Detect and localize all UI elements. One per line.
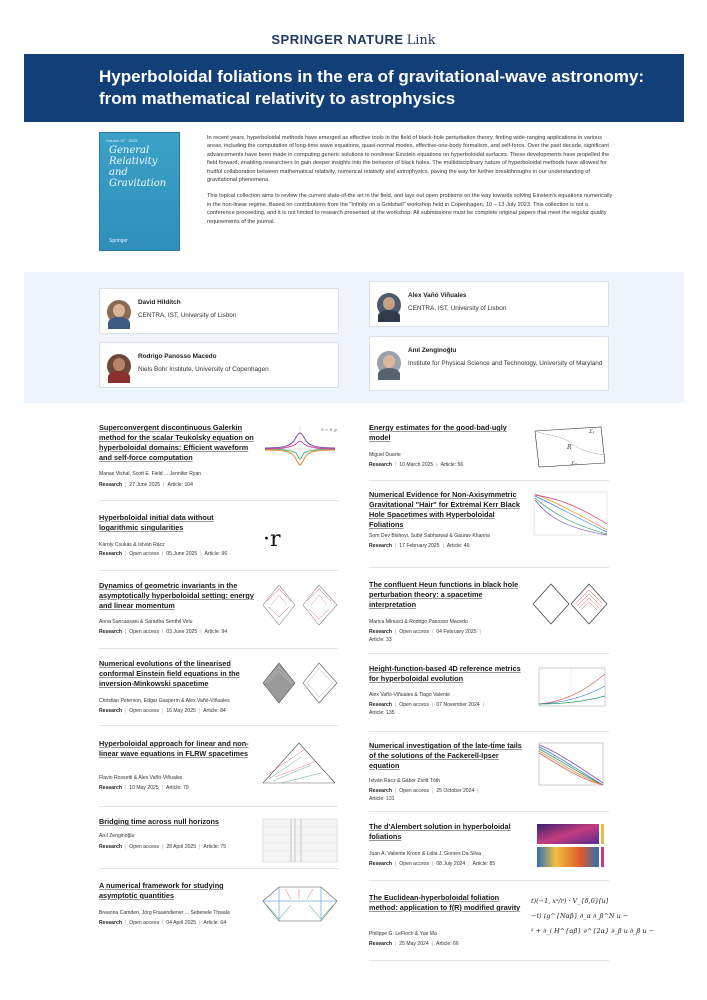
article-meta: Research | Open access | 25 October 2024 | Article: 131 (369, 788, 479, 802)
editor-card[interactable] (369, 336, 609, 391)
divider (99, 725, 339, 726)
article-title-link[interactable]: Hyperboloidal approach for linear and non-linear wave equations in FLRW spacetimes (99, 739, 249, 758)
editor-affiliation: CENTRA, IST, University of Lisbon (408, 305, 507, 312)
article-title-link[interactable]: Numerical investigation of the late-time tails of the solutions of the Fackerell-Ipser equation (369, 741, 522, 770)
svg-text:S = S_p: S = S_p (321, 427, 337, 432)
description-paragraph-1: In recent years, hyperboloidal methods have emerged as effective tools in the field of black-hole perturbation theory, finding wide-ranging applications in various areas, including the computation of long-time wave equations, quasi-normal modes, effective-one-body formalism, and self-force. Over the past decade, significant advancements have been made in computing generic solutions to nonlinear Einstein equations on hyperboloidal surfaces. These developments have propelled the field forward, enabling researchers to gain deeper insights into the behavior of black holes. The multidisciplinary nature of hyperboloidal methods have allowed for fruitful collaboration between mathematical relativity, numerical relativity and astrophysics, paving the way for further breakthroughs in our understanding of gravitational phenomena. (207, 135, 610, 184)
divider (99, 806, 339, 807)
article-title-link[interactable]: The Euclidean-hyperboloidal foliation method: application to f(R) modified gravity (369, 893, 521, 912)
article-title-link[interactable]: Energy estimates for the good-bad-ugly model (369, 423, 507, 442)
article-authors: Som Dev Bishoyi, Subir Sabharwal & Gaurav Khanna (369, 533, 490, 539)
article-title-link[interactable]: Numerical Evidence for Non-Axisymmetric Gravitational "Hair" for Extremal Kerr Black Hole Spacetimes with Hyperboloidal Foliations (369, 490, 520, 529)
svg-text:² + ∂_i H^{αβ} ∂^{2α} ∂_β u ∂_: ² + ∂_i H^{αβ} ∂^{2α} ∂_β u ∂_β u − (531, 927, 655, 935)
article-title-link[interactable]: Superconvergent discontinuous Galerkin method for the scalar Teukolsky equation on hyperboloidal domains: Efficient waveform and self-force computation (99, 423, 254, 462)
article-meta: Research | 10 May 2025 | Article: 79 (99, 785, 189, 791)
article-meta: Research | Open access | 04 February 2025 | Article: 33 (369, 629, 481, 643)
article-thumbnail[interactable] (261, 739, 339, 786)
article-title-link[interactable]: Numerical evolutions of the linearised conformal Einstein field equations in the inversion-Minkowski spacetime (99, 659, 240, 688)
divider (99, 570, 339, 571)
collection-description (207, 134, 615, 234)
article-thumbnail[interactable] (531, 741, 609, 788)
top-bar (0, 0, 707, 52)
article-card[interactable] (369, 741, 615, 806)
article-card[interactable] (99, 423, 345, 493)
article-title-link[interactable]: Dynamics of geometric invariants in the asymptotically hyperboloidal setting: energy and linear momentum (99, 581, 254, 610)
article-authors: István Rácz & Gábor Zsolt Tóth (369, 778, 440, 784)
article-meta: Research | 10 March 2025 | Article: 56 (369, 462, 464, 468)
article-authors: Anna Sancassani & Saradha Senthil Velu (99, 619, 193, 625)
article-authors: Juan A. Valiente Kroon & Lidia J. Gomes Da Silva (369, 851, 482, 857)
article-thumbnail[interactable] (261, 513, 339, 560)
article-card[interactable] (99, 659, 345, 719)
editor-card[interactable] (99, 342, 339, 388)
editor-name: Rodrigo Panosso Macedo (138, 353, 217, 360)
editor-affiliation: Niels Bohr Institute, University of Copenhagen (138, 366, 269, 373)
article-number: Article: 104 (167, 482, 193, 488)
article-thumbnail[interactable] (531, 490, 609, 537)
cover-volume: Volume 57 · 2025 (106, 138, 138, 143)
article-meta: Research | Open access | 28 April 2025 | Article: 75 (99, 844, 227, 850)
springer-nature-link-logo[interactable] (0, 32, 707, 48)
article-authors: Flavio Rossetti & Alex Vañó-Viñuales (99, 775, 183, 781)
divider (99, 868, 339, 869)
article-authors: Christian Peterson, Edgar Gasperín & Alex Vañó-Viñuales (99, 698, 230, 704)
article-authors: Károly Csukás & István Rácz (99, 542, 165, 548)
divider (369, 960, 609, 961)
article-thumbnail[interactable] (531, 664, 609, 711)
cover-title: General Relativity and Gravitation (109, 145, 167, 189)
cover-publisher: Springer (109, 238, 128, 244)
divider (369, 480, 609, 481)
editor-name: Alex Vañó Viñuales (408, 292, 467, 299)
editor-card[interactable] (99, 288, 339, 334)
avatar (377, 351, 401, 375)
divider (369, 653, 609, 654)
article-title-link[interactable]: The confluent Heun functions in black hole perturbation theory: a spacetime interpretation (369, 580, 519, 609)
editor-affiliation: CENTRA, IST, University of Lisbon (138, 312, 237, 319)
article-thumbnail[interactable] (531, 423, 609, 470)
article-thumbnail[interactable] (261, 881, 339, 928)
avatar (107, 300, 131, 324)
article-thumbnail[interactable] (261, 659, 339, 706)
article-thumbnail[interactable] (261, 817, 339, 864)
article-title-link[interactable]: A numerical framework for studying asymptotic quantities (99, 881, 224, 900)
svg-text:t)(−1, xᵃ/r) · V_{δ,0}[u]: t)(−1, xᵃ/r) · V_{δ,0}[u] (531, 897, 609, 905)
article-title-link[interactable]: Bridging time across null horizons (99, 817, 220, 826)
svg-text:Σ₁: Σ₁ (589, 429, 595, 435)
article-card[interactable] (369, 664, 615, 724)
article-meta: Research | Open access | 05 June 2025 | Article: 96 (99, 551, 228, 557)
article-card[interactable] (99, 739, 345, 799)
article-title-link[interactable]: The d'Alembert solution in hyperboloidal foliations (369, 822, 511, 841)
article-thumbnail[interactable] (531, 893, 655, 940)
article-authors: Anıl Zenginoğlu (99, 833, 135, 839)
thumb-equation-text: ·r (263, 527, 281, 552)
article-meta: Research | Open access | 16 May 2025 | Article: 84 (99, 708, 226, 714)
article-card[interactable] (99, 881, 345, 936)
svg-text:−t) (g^{Nαβ} ∂_α ∂_β^N u −: −t) (g^{Nαβ} ∂_α ∂_β^N u − (531, 912, 629, 920)
article-card[interactable] (369, 490, 615, 555)
article-authors: Manas Vishal, Scott E. Field ... Jennifer Ryan (99, 471, 202, 477)
article-type: Research (99, 482, 122, 488)
divider (99, 500, 339, 501)
article-thumbnail[interactable] (261, 423, 339, 470)
article-meta: Research | 27 June 2025 | Article: 104 (99, 482, 193, 488)
article-meta: Research | Open access | 03 June 2025 | Article: 94 (99, 629, 228, 635)
article-authors: Marica Minucci & Rodrigo Panosso Macedo (369, 619, 468, 625)
brand-link-word: Link (406, 33, 436, 48)
article-meta: Research | Open access | 08 July 2024 | Article: 85 (369, 861, 496, 867)
editor-name: Anıl Zenginoğlu (408, 347, 457, 354)
svg-text:Σ₀: Σ₀ (571, 461, 577, 467)
article-title-link[interactable]: Hyperboloidal initial data without logarithmic singularities (99, 513, 214, 532)
article-meta: Research | Open access | 04 April 2025 | Article: 64 (99, 920, 227, 926)
article-thumbnail[interactable] (261, 581, 339, 628)
article-card[interactable] (369, 893, 655, 953)
article-thumbnail[interactable] (531, 822, 609, 869)
article-meta: Research | Open access | 07 November 2024 | Article: 135 (369, 702, 484, 716)
editor-card[interactable] (369, 281, 609, 327)
article-authors: Philippe G. LeFloch & Yue Ma (369, 931, 437, 937)
editor-affiliation: Institute for Physical Science and Technology, University of Maryland (408, 360, 603, 367)
article-authors: Alex Vañó-Viñuales & Tiago Valente (369, 692, 450, 698)
brand-name: SPRINGER NATURE (271, 32, 404, 47)
collection-hero-banner (24, 54, 684, 122)
divider (369, 880, 609, 881)
journal-cover[interactable] (99, 132, 180, 251)
article-meta: Research | 17 February 2025 | Article: 46 (369, 543, 470, 549)
divider (99, 648, 339, 649)
article-meta: Research | 25 May 2024 | Article: 66 (369, 941, 459, 947)
divider (369, 567, 609, 568)
article-date: 27 June 2025 (129, 482, 161, 488)
divider (369, 731, 609, 732)
divider (369, 811, 609, 812)
article-card[interactable] (99, 817, 345, 857)
article-card[interactable] (99, 513, 345, 563)
description-paragraph-2: This topical collection aims to review the current state-of-the art in the field, and lays out open problems on the way towards solving Einstein's equations numerically in the non-linear regime. Based on contributions from the "Infinity on a Gridshell" workshop held in Copenhagen, 10 – 13 July 2023. This collection is not a conference proceeding, and it is not limited to research presented at the workshop. All submissions must be complete original papers that meet the regular quality requirements of the journal. (207, 193, 613, 225)
article-thumbnail[interactable] (531, 580, 609, 627)
avatar (377, 293, 401, 317)
article-authors: Miguel Duarte (369, 452, 401, 458)
article-card[interactable] (369, 580, 615, 643)
article-card[interactable] (369, 822, 615, 872)
svg-text:R: R (567, 444, 572, 451)
article-card[interactable] (369, 423, 615, 473)
article-title-link[interactable]: Height-function-based 4D reference metrics for hyperboloidal evolution (369, 664, 521, 683)
avatar (107, 354, 131, 378)
editor-name: David Hilditch (138, 299, 181, 306)
article-authors: Breanna Camden, Jörg Frauendiener ... Sebenele Thwala (99, 910, 230, 916)
article-card[interactable] (99, 581, 345, 641)
collection-title: Hyperboloidal foliations in the era of gravitational-wave astronomy: from mathematical relativity to astrophysics (99, 67, 645, 108)
